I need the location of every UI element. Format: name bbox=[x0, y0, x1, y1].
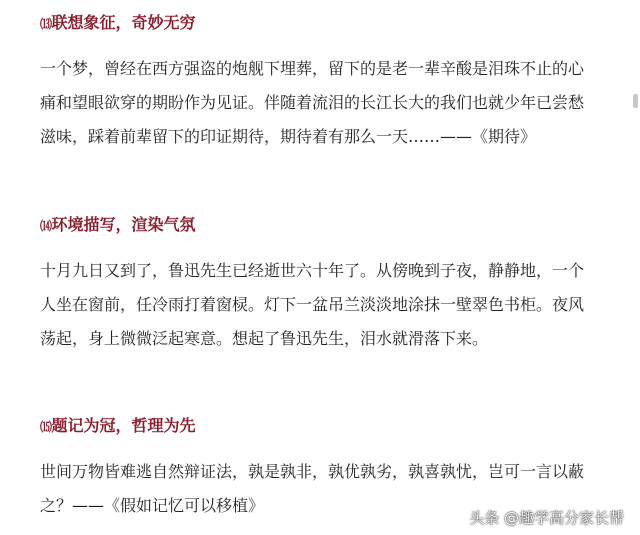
scrollbar-thumb[interactable] bbox=[633, 94, 638, 108]
paragraph-line: 世间万物皆难逃自然辩证法，孰是孰非，孰优孰劣，孰喜孰忧，岂可一言以蔽 bbox=[40, 462, 585, 481]
section-heading bbox=[40, 416, 196, 437]
section-title: 联想象征，奇妙无穷 bbox=[51, 13, 196, 32]
section-heading bbox=[40, 13, 196, 34]
paragraph-line: 十月九日又到了，鲁迅先生已经逝世六十年了。从傍晚到子夜，静静地，一个 bbox=[40, 261, 585, 280]
section-number: ⒀ bbox=[40, 17, 52, 31]
section-heading bbox=[40, 215, 196, 236]
section-paragraph bbox=[40, 254, 615, 356]
paragraph-line: 荡起，身上微微泛起寒意。想起了鲁迅先生，泪水就滑落下来。 bbox=[40, 329, 489, 348]
section-number: ⒂ bbox=[40, 420, 52, 434]
paragraph-line: 滋味，踩着前辈留下的印证期待，期待着有那么一天……——《期待》 bbox=[40, 127, 537, 146]
paragraph-line: 一个梦，曾经在西方强盗的炮舰下埋葬，留下的是老一辈辛酸是泪珠不止的心 bbox=[40, 59, 585, 78]
section-paragraph bbox=[40, 52, 615, 154]
paragraph-line: 痛和望眼欲穿的期盼作为见证。伴随着流泪的长江长大的我们也就少年已尝愁 bbox=[40, 93, 585, 112]
source-watermark: 头条 @趣学高分家长帮 bbox=[469, 509, 624, 527]
section-title: 环境描写，渲染气氛 bbox=[51, 215, 196, 234]
section-number: ⒁ bbox=[40, 219, 52, 233]
section-title: 题记为冠，哲理为先 bbox=[51, 416, 196, 435]
paragraph-line: 之？——《假如记忆可以移植》 bbox=[40, 496, 265, 515]
paragraph-line: 人坐在窗前，任冷雨打着窗棂。灯下一盆吊兰淡淡地涂抹一壁翠色书柜。夜风 bbox=[40, 295, 585, 314]
